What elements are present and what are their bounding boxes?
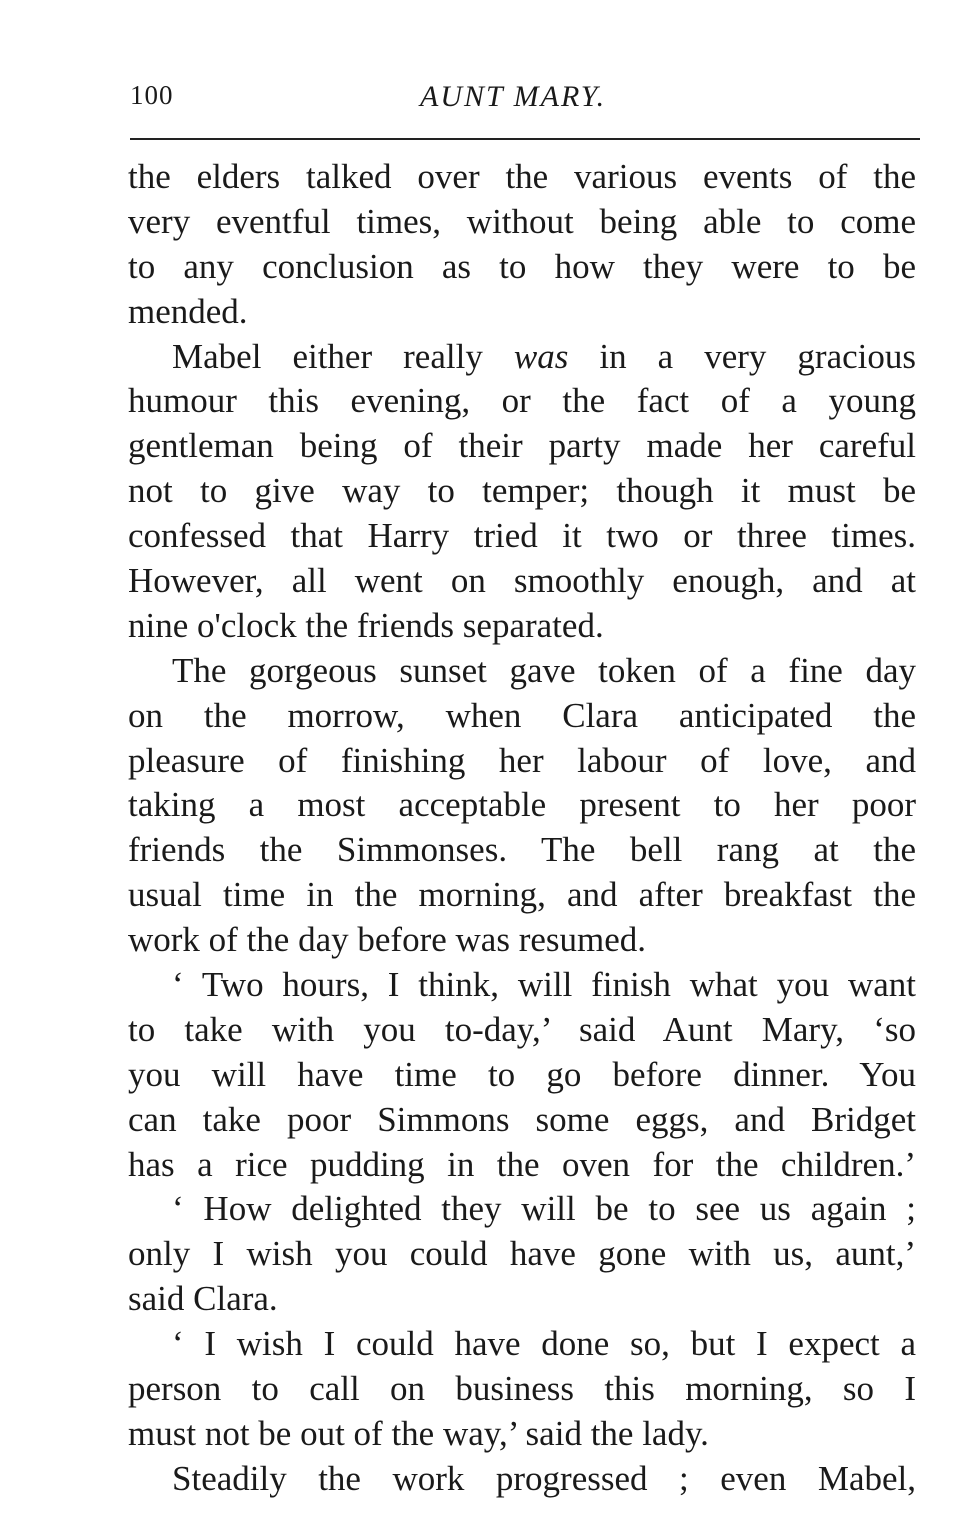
text-line: taking a most acceptable present to her poor	[128, 785, 916, 825]
text-line: However, all went on smoothly enough, and at	[128, 561, 916, 601]
text-line: on the morrow, when Clara anticipated the	[128, 695, 916, 735]
text-line: only I wish you could have gone with us, aunt,’	[128, 1234, 916, 1274]
text-line: ‘ How delighted they will be to see us again ;	[172, 1189, 916, 1229]
running-title: AUNT MARY.	[420, 80, 607, 113]
text-line: Mabel either really was in a very gracious	[172, 336, 916, 376]
text-line: said Clara.	[128, 1279, 278, 1319]
text-line: very eventful times, without being able to come	[128, 201, 916, 241]
text-line: usual time in the morning, and after breakfast the	[128, 875, 916, 915]
text-line: friends the Simmonses. The bell rang at the	[128, 830, 916, 870]
text-line: work of the day before was resumed.	[128, 920, 647, 960]
text-line: to any conclusion as to how they were to be	[128, 246, 916, 286]
text-line: The gorgeous sunset gave token of a fine day	[172, 650, 916, 690]
page-number: 100	[130, 80, 174, 110]
text-line: the elders talked over the various events of the	[128, 157, 916, 196]
text-line: pleasure of finishing her labour of love, and	[128, 740, 916, 780]
text-line: nine o'clock the friends separated.	[128, 605, 604, 645]
text-line: has a rice pudding in the oven for the children.’	[128, 1144, 916, 1184]
text-line: not to give way to temper; though it must be	[128, 471, 916, 511]
text-line: confessed that Harry tried it two or three times.	[128, 516, 916, 556]
text-line: gentleman being of their party made her careful	[128, 426, 916, 466]
text-line: must not be out of the way,’ said the lady.	[128, 1413, 709, 1453]
text-line: ‘ I wish I could have done so, but I expect a	[172, 1324, 916, 1364]
header-rule	[130, 138, 920, 140]
text-line: mended.	[128, 291, 248, 331]
text-line: person to call on business this morning, so I	[128, 1369, 916, 1409]
text-line: can take poor Simmons some eggs, and Bridget	[128, 1099, 916, 1139]
text-line: ‘ Two hours, I think, will finish what you want	[172, 965, 916, 1005]
text-line: humour this evening, or the fact of a young	[128, 381, 916, 421]
text-line: you will have time to go before dinner. You	[128, 1054, 916, 1094]
text-line: Steadily the work progressed ; even Mabel,	[172, 1458, 916, 1498]
text-line: to take with you to-day,’ said Aunt Mary, ‘so	[128, 1009, 916, 1049]
body-text	[128, 155, 916, 1502]
page-header	[130, 80, 920, 120]
